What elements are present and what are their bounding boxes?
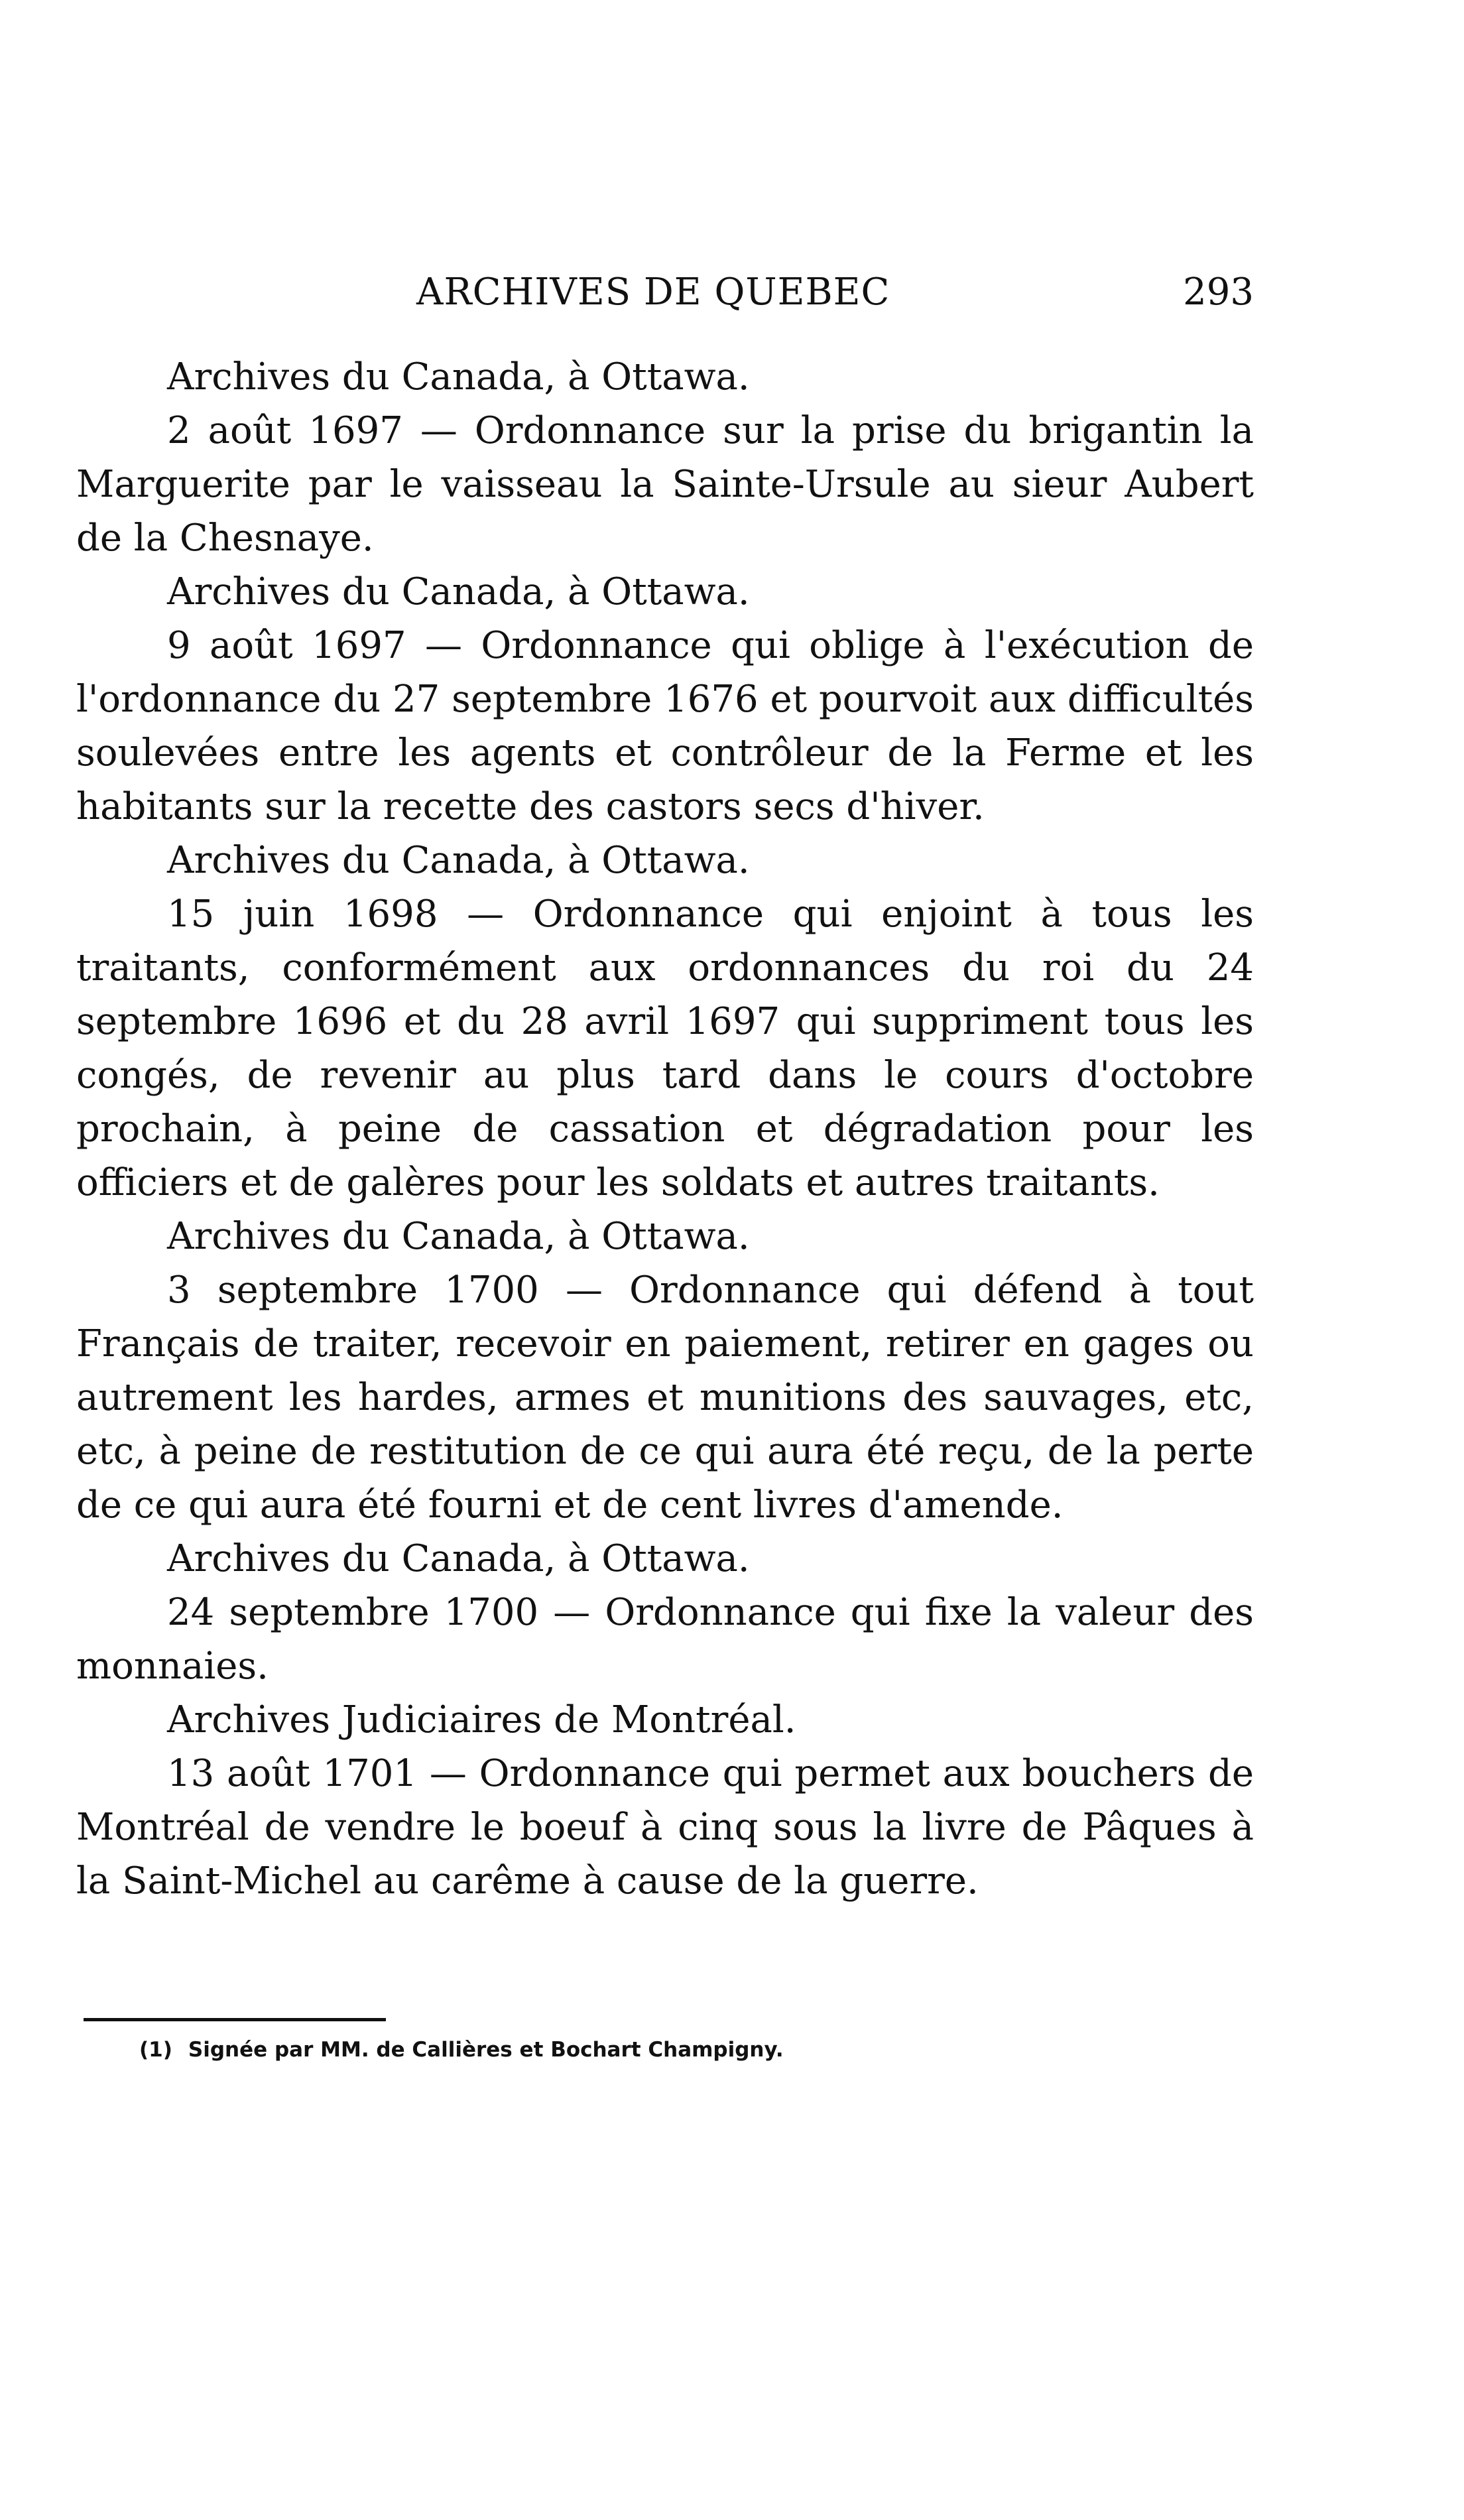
ordinance-entry: 2 août 1697 — Ordonnance sur la prise du brigantin la Marguerite par le vaisseau la Sainte-Ursule au sieur Aubert de la Chesnaye. bbox=[76, 409, 1254, 560]
ordinance-entry: 3 septembre 1700 — Ordonnance qui défend à tout Français de traiter, recevoir en paiement, retirer en gages ou autrement les hardes, armes et munitions des sauvages, etc, etc, à peine de restitution de ce qui aura été reçu, de la perte de ce qui aura été fourni et de cent livres d'amende. bbox=[76, 1269, 1254, 1527]
ordinance-entry: 13 août 1701 — Ordonnance qui permet aux bouchers de Montréal de vendre le boeuf à cinq sous la livre de Pâques à la Saint-Michel au carême à cause de la guerre. bbox=[76, 1752, 1254, 1903]
footnote-text: Signée par MM. de Callières et Bochart Champigny. bbox=[188, 2038, 784, 2062]
running-title: ARCHIVES DE QUEBEC bbox=[416, 271, 890, 314]
running-header bbox=[0, 271, 1464, 324]
page-body bbox=[76, 350, 1254, 1908]
ordinance-entry: 9 août 1697 — Ordonnance qui oblige à l'exécution de l'ordonnance du 27 septembre 1676 et pourvoit aux difficultés soulevées entre les agents et contrôleur de la Ferme et les habitants sur la recette des castors secs d'hiver. bbox=[76, 624, 1254, 828]
archive-source: Archives du Canada, à Ottawa. bbox=[167, 570, 750, 613]
page-number: 293 bbox=[1183, 271, 1254, 314]
archive-source: Archives du Canada, à Ottawa. bbox=[167, 355, 750, 399]
footnote-divider bbox=[84, 2018, 386, 2021]
ordinance-entry: 15 juin 1698 — Ordonnance qui enjoint à tous les traitants, conformément aux ordonnances du roi du 24 septembre 1696 et du 28 avril 1697 qui suppriment tous les congés, de revenir au plus tard dans le cours d'octobre prochain, à peine de cassation et dégradation pour les officiers et de galères pour les soldats et autres traitants. bbox=[76, 893, 1254, 1204]
archive-source: Archives du Canada, à Ottawa. bbox=[167, 1537, 750, 1580]
archive-source: Archives du Canada, à Ottawa. bbox=[167, 1215, 750, 1258]
footnote-marker: (1) bbox=[139, 2038, 172, 2062]
archive-source: Archives Judiciaires de Montréal. bbox=[167, 1698, 796, 1741]
footnote bbox=[139, 2038, 784, 2062]
ordinance-entry: 24 septembre 1700 — Ordonnance qui fixe la valeur des monnaies. bbox=[76, 1591, 1254, 1688]
archive-source: Archives du Canada, à Ottawa. bbox=[167, 839, 750, 882]
